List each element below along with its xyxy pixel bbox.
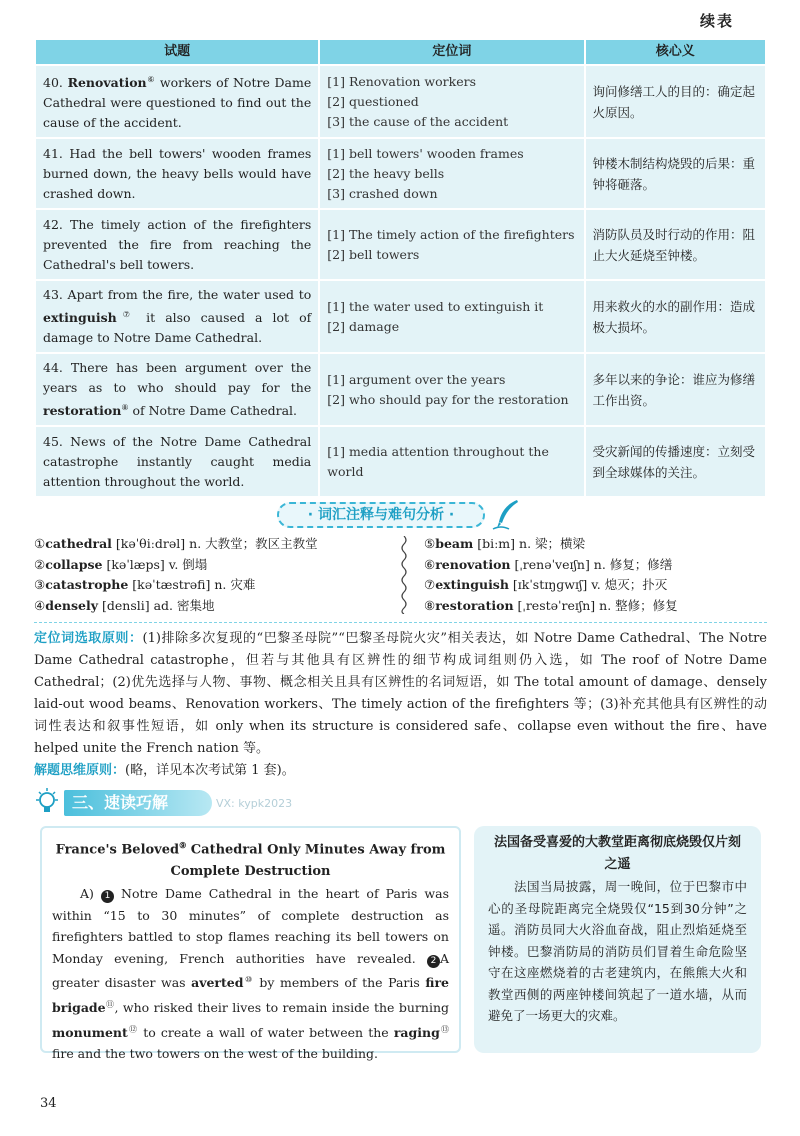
locator-item: [2] who should pay for the restoration bbox=[327, 391, 569, 407]
question-text: it also caused a lot of damage to Notre Dame Cathedral. bbox=[43, 310, 312, 346]
table-row bbox=[35, 138, 766, 209]
locator-item: [1] The timely action of the firefighters bbox=[327, 226, 575, 242]
footnote-mark: ⑩ bbox=[243, 975, 254, 985]
vocab-item bbox=[34, 596, 394, 617]
question-cell bbox=[35, 209, 319, 280]
core-meaning-cell: 消防队员及时行动的作用：阻止大火延烧至钟楼。 bbox=[585, 209, 766, 280]
locator-cell bbox=[319, 353, 584, 426]
header-question: 试题 bbox=[35, 39, 319, 65]
locator-cell bbox=[319, 426, 584, 497]
question-cell bbox=[35, 280, 319, 353]
vocab-definition: [kəˈθiːdrəl] n. 大教堂；教区主教堂 bbox=[111, 536, 318, 551]
passage-box bbox=[40, 826, 461, 1062]
lightbulb-icon bbox=[34, 788, 60, 818]
vocab-column-left bbox=[34, 534, 394, 616]
keyword-fire-brigade: fire brigade bbox=[52, 975, 450, 1016]
passage-title-pre: France's Beloved bbox=[55, 842, 180, 858]
question-text: 44. There has been argument over the years as to who should pay for the bbox=[43, 360, 312, 396]
passage-body bbox=[52, 883, 449, 1064]
translation-title: 法国备受喜爱的大教堂距离彻底烧毁仅片刻之遥 bbox=[493, 835, 741, 872]
dashed-divider bbox=[34, 622, 767, 623]
vocab-mark: ③ bbox=[34, 577, 46, 592]
question-cell bbox=[35, 65, 319, 138]
vocab-definition: [densli] ad. 密集地 bbox=[98, 597, 215, 613]
vocab-item bbox=[424, 575, 767, 596]
sentence-1: Notre Dame Cathedral in the heart of Paris was within “15 to 30 minutes” of complete destruction as firefighters battled to stop flames reaching its bell towers on Monday evening, French authorities have revealed. bbox=[52, 886, 449, 966]
header-core-meaning: 核心义 bbox=[585, 39, 766, 65]
question-text: 43. Apart from the fire, the water used to bbox=[43, 287, 312, 303]
footnote-mark: ⑧ bbox=[121, 403, 129, 413]
keyword-raging: raging bbox=[393, 1024, 440, 1040]
vocab-definition: [kəˈtæstrəfi] n. 灾难 bbox=[128, 577, 256, 592]
locator-item: [1] the water used to extinguish it bbox=[327, 298, 544, 314]
vocab-mark: ④ bbox=[34, 597, 46, 613]
passage-title-post: Cathedral Only Minutes Away from Complete Destruction bbox=[170, 842, 446, 880]
solution-text: (略，详见本次考试第 1 套)。 bbox=[125, 763, 295, 778]
vocab-item bbox=[424, 534, 767, 555]
sentence-2-part: to create a wall of water between the bbox=[138, 1024, 394, 1040]
core-meaning-cell: 多年以来的争论：谁应为修缮工作出资。 bbox=[585, 353, 766, 426]
question-text: 40. bbox=[43, 75, 68, 91]
locator-item: [1] bell towers' wooden frames bbox=[327, 145, 524, 161]
paragraph-label: A) bbox=[80, 886, 101, 902]
section-title: 三、速读巧解 bbox=[64, 790, 212, 816]
vocab-definition: [ˌrestəˈreɪʃn] n. 整修；修复 bbox=[513, 597, 678, 613]
question-text: workers of Notre Dame Cathedral were questioned to find out the cause of the accident. bbox=[43, 75, 312, 131]
watermark-text: VX: kypk2023 bbox=[216, 797, 293, 810]
vocab-mark: ⑤ bbox=[424, 536, 436, 551]
table-row bbox=[35, 65, 766, 138]
vocab-banner-title: · 词汇注释与难句分析 · bbox=[277, 502, 485, 528]
vocab-word: collapse bbox=[45, 556, 103, 572]
vocab-list bbox=[34, 534, 767, 616]
locator-item: [1] media attention throughout the world bbox=[327, 443, 549, 479]
core-meaning-cell: 钟楼木制结构烧毁的后果：重钟将砸落。 bbox=[585, 138, 766, 209]
vocab-word: cathedral bbox=[45, 536, 112, 551]
header-locator: 定位词 bbox=[319, 39, 584, 65]
question-text: 45. News of the Notre Dame Cathedral catastrophe instantly caught media attention throughout the world. bbox=[43, 433, 312, 489]
vocab-mark: ⑥ bbox=[424, 556, 436, 572]
question-keyword: extinguish bbox=[43, 310, 117, 326]
vocab-word: restoration bbox=[435, 597, 514, 613]
locator-principle bbox=[34, 628, 767, 760]
vocab-word: extinguish bbox=[435, 577, 509, 592]
quill-pen-icon bbox=[491, 498, 521, 530]
table-row bbox=[35, 353, 766, 426]
vocab-mark: ① bbox=[34, 536, 46, 551]
vocab-column-right bbox=[424, 534, 767, 616]
solution-label: 解题思维原则： bbox=[34, 763, 126, 778]
locator-item: [2] the heavy bells bbox=[327, 165, 445, 181]
locator-item: [2] damage bbox=[327, 318, 400, 334]
principle-text: (1)排除多次复现的“巴黎圣母院”“巴黎圣母院火灾”相关表达，如 Notre Dame Cathedral、The Notre Dame Cathedral catastrophe，但若与其他具有区辨性的细节构成词组则仍入选，如 The roof of Notre Dame Cathedral；(2)优先选择与人物、事物、概念相关且具有区辨性的名词短语，如 The total amount of damage、densely laid-out wood beams、Renovation workers、The timely action of the firefighters 等；(3)补充其他具有区辨性的动词性表达和叙事性短语，如 only when its structure is considered safe、collapse even without the fire、have helped unite the French nation 等。 bbox=[34, 631, 767, 756]
core-meaning-cell: 受灾新闻的传播速度：立刻受到全球媒体的关注。 bbox=[585, 426, 766, 497]
solution-principle bbox=[34, 760, 767, 782]
locator-item: [2] questioned bbox=[327, 93, 419, 109]
vocab-mark: ⑦ bbox=[424, 577, 436, 592]
vocab-mark: ② bbox=[34, 556, 46, 572]
keyword-averted: averted bbox=[191, 975, 244, 991]
sentence-number-badge: 1 bbox=[101, 890, 114, 903]
locator-item: [3] the cause of the accident bbox=[327, 113, 509, 129]
divider-zigzag bbox=[398, 536, 410, 614]
passage-title bbox=[52, 834, 449, 883]
table-header-row bbox=[35, 39, 766, 65]
question-text: 42. The timely action of the firefighters prevented the fire from reaching the Cathedral's bell towers. bbox=[43, 216, 312, 272]
locator-table bbox=[34, 38, 767, 498]
vocab-word: beam bbox=[435, 536, 474, 551]
footnote-mark: ⑦ bbox=[116, 310, 137, 320]
sentence-2-part: , who risked their lives to remain inside the burning bbox=[114, 1000, 450, 1016]
question-cell bbox=[35, 353, 319, 426]
locator-cell bbox=[319, 65, 584, 138]
vocab-definition: [ɪkˈstɪŋɡwɪʃ] v. 熄灭；扑灭 bbox=[508, 577, 668, 592]
core-meaning-cell: 询问修缮工人的目的：确定起火原因。 bbox=[585, 65, 766, 138]
section-header bbox=[34, 786, 767, 818]
locator-item: [1] argument over the years bbox=[327, 371, 506, 387]
locator-cell bbox=[319, 138, 584, 209]
vocab-definition: [kəˈlæps] v. 倒塌 bbox=[102, 556, 208, 572]
vocab-word: densely bbox=[45, 597, 99, 613]
table-row bbox=[35, 209, 766, 280]
translation-body: 法国当局披露，周一晚间，位于巴黎市中心的圣母院距离完全烧毁仅“15到30分钟”之遥。消防员同大火浴血奋战，阻止烈焰延烧至钟楼。巴黎消防局的消防员们冒着生命危险坚守在这座燃烧着的古老建筑内，在熊熊大火和教堂西侧的两座钟楼间筑起了一道水墙，从而避免了一场更大的灾难。 bbox=[488, 879, 747, 1023]
vocab-item bbox=[34, 534, 394, 555]
vocab-definition: [biːm] n. 梁；横梁 bbox=[473, 536, 586, 551]
footnote-mark: ⑪ bbox=[105, 999, 115, 1009]
sentence-2-part: by members of the Paris bbox=[253, 975, 426, 991]
vocab-banner bbox=[277, 502, 521, 528]
keyword-monument: monument bbox=[52, 1024, 128, 1040]
sentence-2-part: A greater disaster was bbox=[52, 950, 449, 991]
core-meaning-cell: 用来救火的水的副作用：造成极大损坏。 bbox=[585, 280, 766, 353]
question-keyword: restoration bbox=[43, 403, 122, 419]
question-text: 41. Had the bell towers' wooden frames burned down, the heavy bells would have crashed down. bbox=[43, 145, 312, 201]
continued-label: 续表 bbox=[699, 12, 734, 30]
locator-cell bbox=[319, 280, 584, 353]
locator-item: [3] crashed down bbox=[327, 185, 438, 201]
footnote-mark: ⑬ bbox=[439, 1024, 450, 1034]
locator-item: [1] Renovation workers bbox=[327, 73, 476, 89]
vocab-word: renovation bbox=[435, 556, 511, 572]
locator-item: [2] bell towers bbox=[327, 246, 420, 262]
footnote-mark: ⑥ bbox=[146, 75, 156, 84]
footnote-mark: ⑫ bbox=[127, 1024, 139, 1034]
question-text: of Notre Dame Cathedral. bbox=[128, 403, 298, 419]
vocab-item bbox=[424, 596, 767, 617]
vocab-item bbox=[34, 575, 394, 596]
table-row bbox=[35, 426, 766, 497]
sentence-2-part: fire and the two towers on the west of the building. bbox=[52, 1046, 378, 1062]
principle-label: 定位词选取原则： bbox=[34, 631, 143, 646]
question-cell bbox=[35, 138, 319, 209]
vocab-item bbox=[34, 555, 394, 576]
question-cell bbox=[35, 426, 319, 497]
question-keyword: Renovation bbox=[67, 75, 147, 91]
vocab-mark: ⑧ bbox=[424, 597, 436, 613]
passage-title-sup: ⑨ bbox=[179, 840, 187, 850]
vocab-item bbox=[424, 555, 767, 576]
vocab-word: catastrophe bbox=[45, 577, 129, 592]
locator-cell bbox=[319, 209, 584, 280]
vocab-definition: [ˌrenəˈveɪʃn] n. 修复；修缮 bbox=[510, 556, 673, 572]
table-row bbox=[35, 280, 766, 353]
page-number: 34 bbox=[40, 1096, 57, 1111]
translation-box bbox=[474, 826, 761, 1053]
sentence-number-badge: 2 bbox=[427, 955, 440, 968]
